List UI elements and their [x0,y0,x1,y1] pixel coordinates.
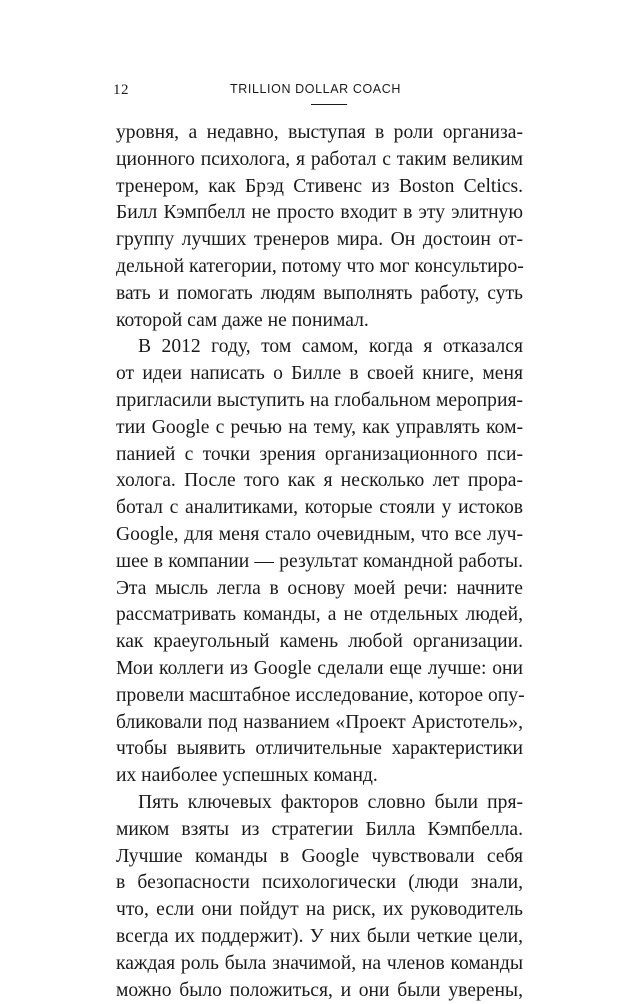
text-line: уровня, а недавно, выступая в роли организа- [116,120,523,147]
text-line: которой сам даже не понимал. [116,308,523,335]
text-line: рассматривать команды, а не отдельных людей, [116,602,523,629]
page-number: 12 [113,82,129,99]
text-line: в безопасности психологически (люди знали, [116,870,523,897]
text-line: пригласили выступить на глобальном мероприя- [116,388,523,415]
text-line: всегда их поддержит). У них были четкие цели, [116,924,523,951]
body-text [116,120,523,1004]
text-line: панией с точки зрения организационного пси- [116,442,523,469]
text-line: миком взяты из стратегии Билла Кэмпбелла. [116,817,523,844]
text-line: бликовали под названием «Проект Аристотель», [116,710,523,737]
running-head-rule [311,104,347,105]
text-line: ботал с аналитиками, которые стояли у истоков [116,495,523,522]
text-line: их наиболее успешных команд. [116,763,523,790]
text-line: холога. После того как я несколько лет прора- [116,468,523,495]
text-line: тии Google с речью на тему, как управлять ком- [116,415,523,442]
text-line: провели масштабное исследование, которое опу- [116,683,523,710]
text-line: Мои коллеги из Google сделали еще лучше: они [116,656,523,683]
text-line: Google, для меня стало очевидным, что все луч- [116,522,523,549]
text-line: дельной категории, потому что мог консультиро- [116,254,523,281]
text-line: Пять ключевых факторов словно были пря- [116,790,523,817]
text-line: можно было положиться, и они были уверены, [116,978,523,1004]
text-line: Билл Кэмпбелл не просто входит в эту элитную [116,200,523,227]
text-line: вать и помогать людям выполнять работу, суть [116,281,523,308]
text-line: чтобы выявить отличительные характеристики [116,736,523,763]
text-line: В 2012 году, том самом, когда я отказался [116,334,523,361]
text-line: как краеугольный камень любой организации. [116,629,523,656]
text-line: Эта мысль легла в основу моей речи: начните [116,576,523,603]
text-line: каждая роль была значимой, на членов команды [116,951,523,978]
text-line: группу лучших тренеров мира. Он достоин от- [116,227,523,254]
running-head-title: TRILLION DOLLAR COACH [0,82,631,96]
text-line: Лучшие команды в Google чувствовали себя [116,844,523,871]
text-line: шее в компании — результат командной работы. [116,549,523,576]
text-line: от идеи написать о Билле в своей книге, меня [116,361,523,388]
text-line: что, если они пойдут на риск, их руководитель [116,897,523,924]
text-line: ционного психолога, я работал с таким великим [116,147,523,174]
text-line: тренером, как Брэд Стивенс из Boston Celtics. [116,174,523,201]
